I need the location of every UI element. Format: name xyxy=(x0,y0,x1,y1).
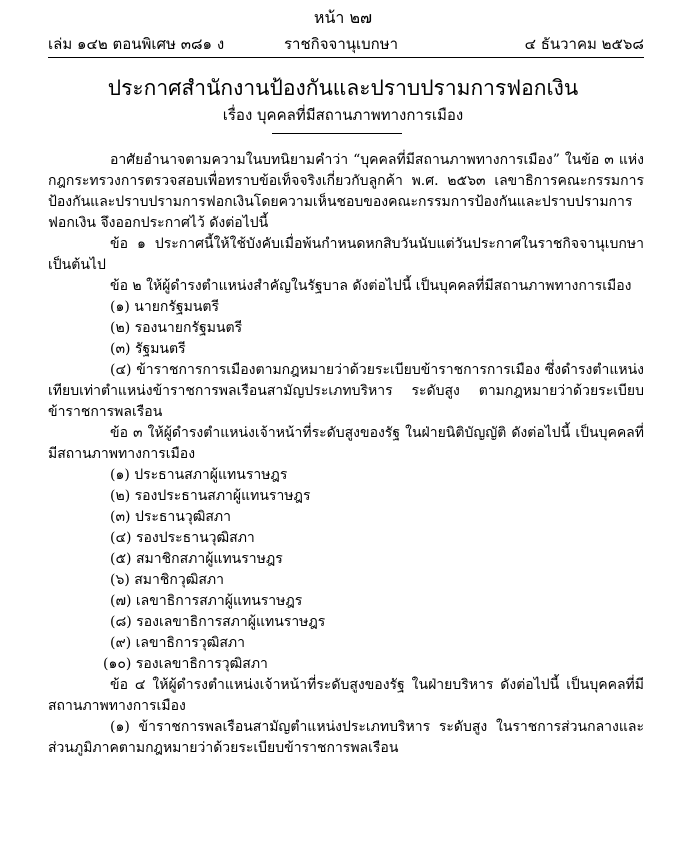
gazette-volume: เล่ม ๑๔๒ ตอนพิเศษ ๓๘๑ ง xyxy=(48,35,225,53)
subject-rule xyxy=(272,133,402,134)
clause-3-item-7: (๗) เลขาธิการสภาผู้แทนราษฎร xyxy=(110,593,303,609)
clause-3-item-1: (๑) ประธานสภาผู้แทนราษฎร xyxy=(110,467,288,483)
document-subject: เรื่อง บุคคลที่มีสถานภาพทางการเมือง xyxy=(222,106,464,124)
clause-2-item-4: (๔) ข้าราชการการเมืองตามกฎหมายว่าด้วยระเบียบข้าราชการการเมือง ซึ่งดำรงตำแหน่งเทียบเท่าตำแหน่งข้าราชการพลเรือนสามัญประเภทบริหาร ระดับสูง ตามกฎหมายว่าด้วยระเบียบข้าราชการพลเรือน xyxy=(48,362,644,420)
clause-2: ข้อ ๒ ให้ผู้ดำรงตำแหน่งสำคัญในรัฐบาล ดังต่อไปนี้ เป็นบุคคลที่มีสถานภาพทางการเมือง xyxy=(110,278,632,294)
clause-3-item-2: (๒) รองประธานสภาผู้แทนราษฎร xyxy=(110,488,311,504)
clause-2-item-2: (๒) รองนายกรัฐมนตรี xyxy=(110,320,243,336)
clause-4: ข้อ ๔ ให้ผู้ดำรงตำแหน่งเจ้าหน้าที่ระดับสูงของรัฐ ในฝ่ายบริหาร ดังต่อไปนี้ เป็นบุคคลที่มีสถานภาพทางการเมือง xyxy=(48,677,644,714)
page-number: หน้า ๒๗ xyxy=(313,8,373,27)
clause-1: ข้อ ๑ ประกาศนี้ให้ใช้บังคับเมื่อพ้นกำหนดหกสิบวันนับแต่วันประกาศในราชกิจจานุเบกษาเป็นต้นไป xyxy=(48,236,644,273)
clause-3-item-8: (๘) รองเลขาธิการสภาผู้แทนราษฎร xyxy=(110,614,326,630)
clause-3-item-6: (๖) สมาชิกวุฒิสภา xyxy=(110,572,225,588)
clause-3-item-5: (๕) สมาชิกสภาผู้แทนราษฎร xyxy=(110,551,283,567)
header-rule xyxy=(48,57,644,58)
clause-3: ข้อ ๓ ให้ผู้ดำรงตำแหน่งเจ้าหน้าที่ระดับสูงของรัฐ ในฝ่ายนิติบัญญัติ ดังต่อไปนี้ เป็นบุคคลที่มีสถานภาพทางการเมือง xyxy=(48,425,644,462)
gazette-date: ๔ ธันวาคม ๒๕๖๘ xyxy=(524,35,644,53)
document-title: ประกาศสำนักงานป้องกันและปราบปรามการฟอกเงิน xyxy=(107,76,579,100)
document-body xyxy=(48,150,644,759)
preamble-paragraph: อาศัยอำนาจตามความในบทนิยามคำว่า “บุคคลที่มีสถานภาพทางการเมือง” ในข้อ ๓ แห่งกฎกระทรวงการตรวจสอบเพื่อทราบข้อเท็จจริงเกี่ยวกับลูกค้า พ.ศ. ๒๕๖๓ เลขาธิการคณะกรรมการป้องกันและปราบปรามการฟอกเงินโดยความเห็นชอบของคณะกรรมการป้องกันและปราบปรามการฟอกเงิน จึงออกประกาศไว้ ดังต่อไปนี้ xyxy=(48,152,644,231)
clause-2-item-3: (๓) รัฐมนตรี xyxy=(110,341,186,357)
clause-3-item-10: (๑๐) รองเลขาธิการวุฒิสภา xyxy=(103,656,268,672)
clause-3-item-9: (๙) เลขาธิการวุฒิสภา xyxy=(110,635,245,651)
clause-4-item-1: (๑) ข้าราชการพลเรือนสามัญตำแหน่งประเภทบริหาร ระดับสูง ในราชการส่วนกลางและส่วนภูมิภาคตามกฎหมายว่าด้วยระเบียบข้าราชการพลเรือน xyxy=(48,719,644,756)
clause-3-item-4: (๔) รองประธานวุฒิสภา xyxy=(110,530,255,546)
gazette-name: ราชกิจจานุเบกษา xyxy=(284,35,399,53)
clause-3-item-3: (๓) ประธานวุฒิสภา xyxy=(110,509,231,525)
clause-2-item-1: (๑) นายกรัฐมนตรี xyxy=(110,299,220,315)
